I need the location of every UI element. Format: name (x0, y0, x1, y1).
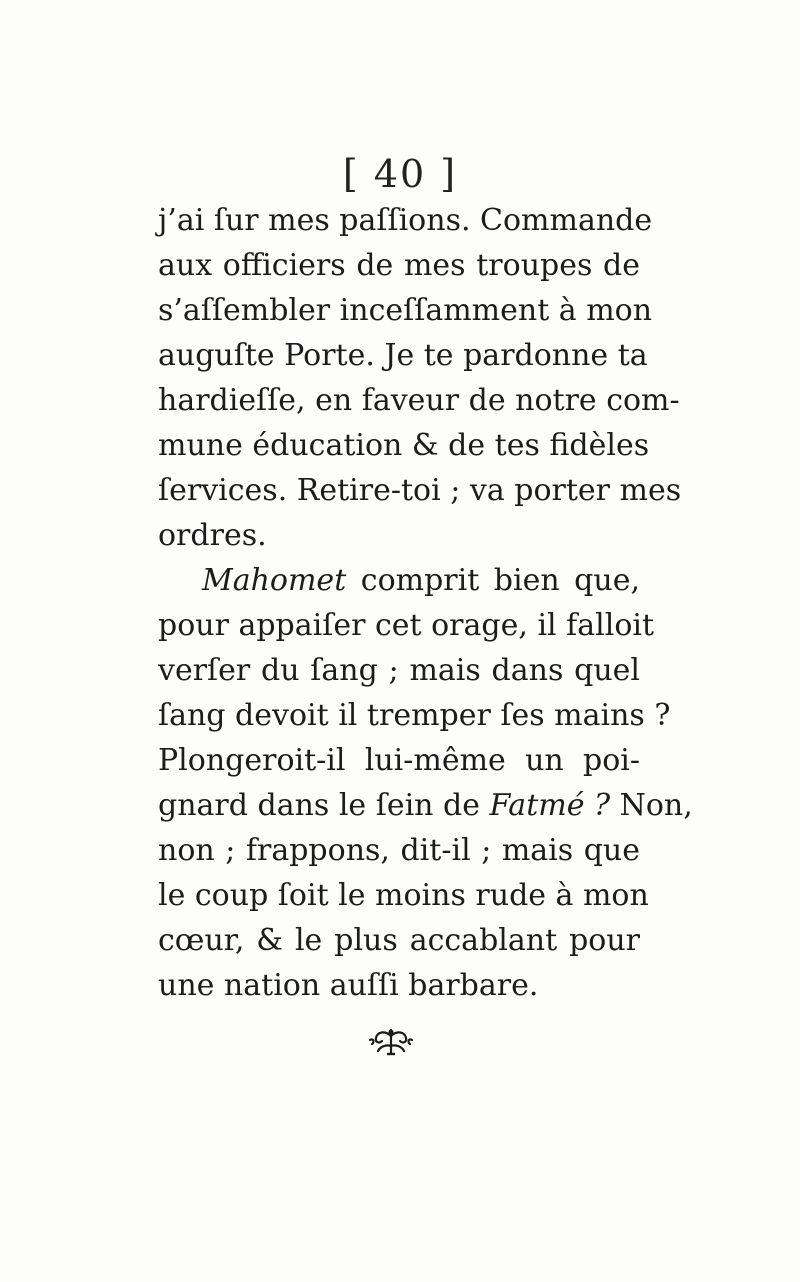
text-line: non ; frappons, dit-il ; mais que (158, 833, 640, 868)
text-line (158, 783, 693, 828)
character-name: Fatmé ? (489, 788, 611, 823)
paragraph-2 (158, 558, 693, 1008)
text-line: verſer du ſang ; mais dans quel (158, 653, 640, 688)
text-line: hardieſſe, en faveur de notre com- (158, 383, 680, 418)
paragraph-1 (158, 198, 682, 558)
text-line: une nation auſſi barbare. (158, 968, 539, 1003)
character-name: Mahomet (202, 563, 347, 598)
text-line: j’ai ſur mes paſſions. Commande (158, 203, 653, 238)
text-line: ordres. (158, 518, 267, 553)
text-line: ſervices. Retire-toi ; va porter mes (158, 473, 682, 508)
text-line: le coup ſoit le moins rude à mon (158, 878, 649, 913)
text-line: aux officiers de mes troupes de (158, 248, 640, 283)
text-line: auguſte Porte. Je te pardonne ta (158, 338, 648, 373)
text-line: ſang devoit il tremper ſes mains ? (158, 698, 671, 733)
fleuron-ornament-icon (367, 1026, 415, 1058)
text-span: Non, (610, 788, 693, 823)
text-line (158, 558, 640, 603)
text-line: Plongeroit-il lui-même un poi- (158, 743, 640, 778)
body-text (158, 198, 693, 1008)
text-span: comprit bien que, (346, 563, 640, 598)
text-span: gnard dans le ſein de (158, 788, 490, 823)
text-line: mune éducation & de tes fidèles (158, 428, 650, 463)
text-line: cœur, & le plus accablant pour (158, 923, 640, 958)
text-line: pour appaiſer cet orage, il falloit (158, 608, 655, 643)
text-line: s’aſſembler inceſſamment à mon (158, 293, 653, 328)
page-number: [ 40 ] (342, 152, 458, 196)
